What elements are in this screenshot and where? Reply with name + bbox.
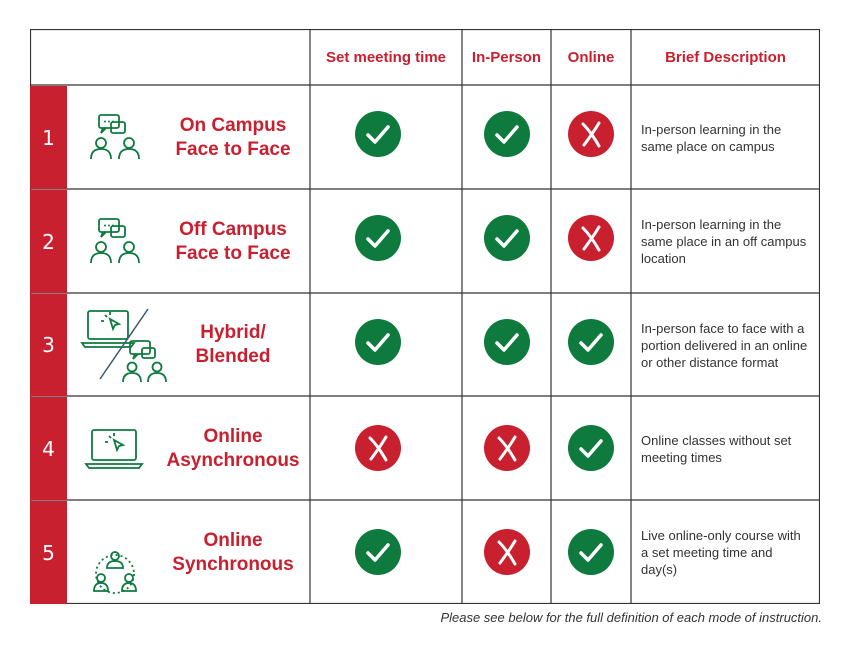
check-icon <box>355 529 401 575</box>
mode-name-line1: Online <box>203 425 263 447</box>
row-number: 4 <box>30 397 67 500</box>
check-icon <box>568 425 614 471</box>
x-icon <box>355 425 401 471</box>
row-description <box>641 397 811 500</box>
check-icon <box>355 215 401 261</box>
laptop-cursor-icon <box>75 397 155 500</box>
check-icon <box>355 111 401 157</box>
row-description <box>641 86 811 189</box>
mode-name-line1: Online <box>203 529 263 551</box>
check-icon <box>484 111 530 157</box>
row-description-text: In-person face to face with a portion delivered in an online or other distance format <box>641 320 808 370</box>
discussion-people-icon <box>75 86 155 189</box>
row-description-text: Live online-only course with a set meeting time and day(s) <box>641 528 801 577</box>
row-description-text: In-person learning in the same place on campus <box>641 121 782 154</box>
check-icon <box>484 319 530 365</box>
mode-name <box>158 86 308 189</box>
modes-of-instruction-table <box>30 29 820 604</box>
check-icon <box>568 529 614 575</box>
discussion-people-icon <box>75 190 155 293</box>
mode-name-line1: On Campus <box>179 114 287 136</box>
header-brief-description: Brief Description <box>665 48 786 66</box>
mode-name-line2: Blended <box>195 346 271 367</box>
mode-name-line2: Face to Face <box>175 242 291 264</box>
row-description-text: Online classes without set meeting times <box>641 432 792 465</box>
row-number: 5 <box>30 501 67 604</box>
mode-name-line2: Asynchronous <box>166 449 300 471</box>
row-description <box>641 190 811 293</box>
check-icon <box>355 319 401 365</box>
header-in-person: In-Person <box>471 48 542 66</box>
x-icon <box>568 215 614 261</box>
mode-name-line2: Synchronous <box>172 553 294 575</box>
mode-name-line1: Off Campus <box>179 218 287 240</box>
x-icon <box>484 529 530 575</box>
mode-name <box>158 397 308 500</box>
mode-name-line1: Hybrid/ <box>200 322 266 343</box>
footnote: Please see below for the full definition of each mode of instruction. <box>440 610 822 625</box>
mode-name <box>158 190 308 293</box>
group-circle-icon <box>75 501 155 604</box>
row-number: 1 <box>30 86 67 189</box>
row-number: 3 <box>30 294 67 396</box>
row-description <box>641 501 811 604</box>
row-description <box>641 294 811 396</box>
check-icon <box>484 215 530 261</box>
header-online: Online <box>567 48 615 66</box>
mode-name <box>158 501 308 604</box>
x-icon <box>568 111 614 157</box>
mode-name-line2: Face to Face <box>175 138 291 160</box>
header-set-meeting-time: Set meeting time <box>325 48 447 66</box>
check-icon <box>568 319 614 365</box>
row-description-text: In-person learning in the same place in an off campus location <box>641 217 807 266</box>
row-number: 2 <box>30 190 67 293</box>
mode-name <box>158 294 308 396</box>
x-icon <box>484 425 530 471</box>
